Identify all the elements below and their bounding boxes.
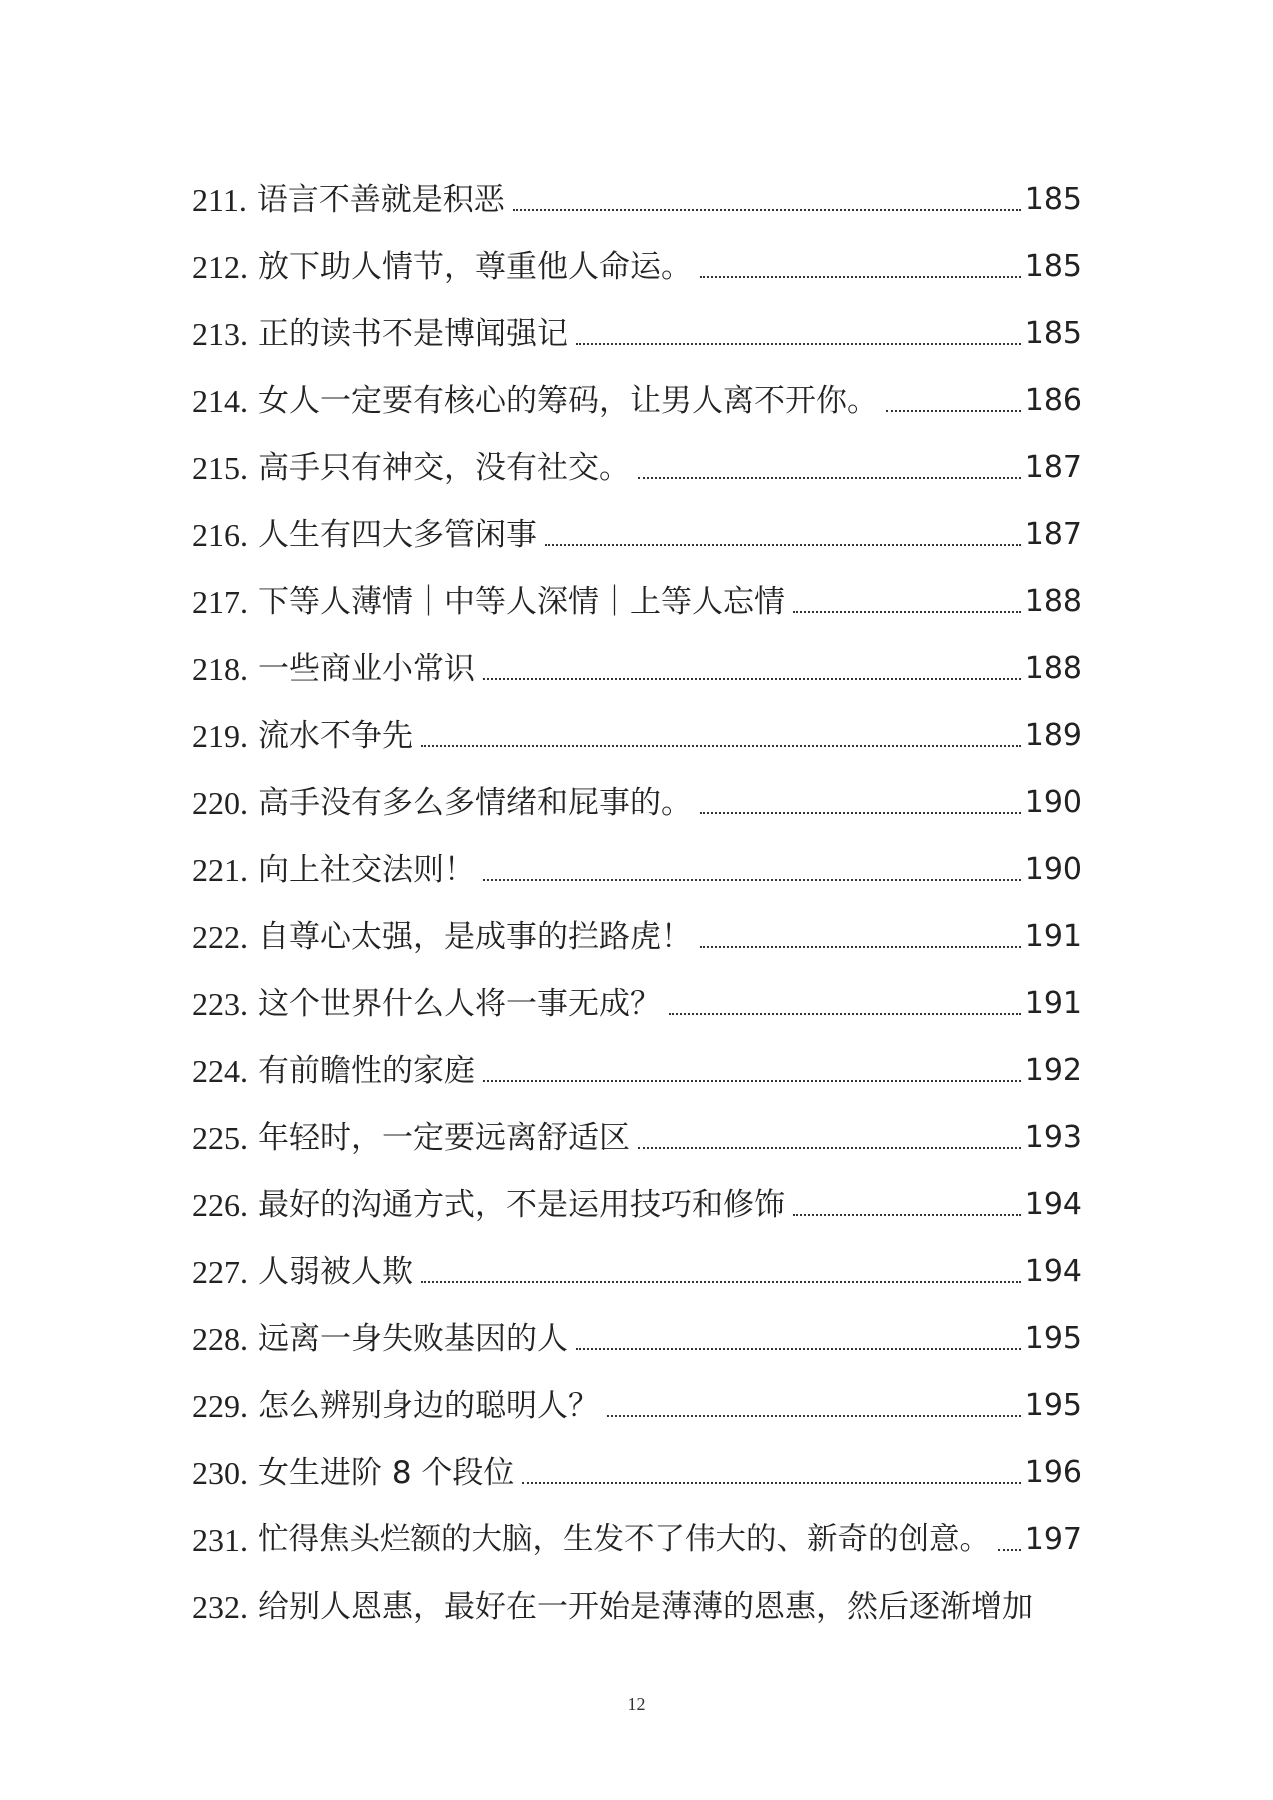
toc-entry-number: 231. bbox=[192, 1522, 248, 1558]
toc-entry-number: 211. bbox=[192, 182, 247, 218]
toc-entry-page: 189 bbox=[1024, 718, 1082, 753]
toc-entry-number: 224. bbox=[192, 1053, 248, 1089]
toc-entry-page: 191 bbox=[1024, 919, 1082, 954]
toc-entry-page: 185 bbox=[1024, 249, 1082, 284]
toc-entry[interactable] bbox=[192, 1299, 1082, 1366]
toc-entry-title: 向上社交法则！ bbox=[258, 852, 475, 888]
toc-entry-title: 高手只有神交，没有社交。 bbox=[258, 450, 630, 486]
toc-entry-title: 给别人恩惠，最好在一开始是薄薄的恩惠，然后逐渐增加 bbox=[258, 1589, 1033, 1625]
toc-entry-title: 语言不善就是积恶 bbox=[256, 182, 505, 218]
toc-entry-page: 187 bbox=[1024, 450, 1082, 485]
toc-entry-page: 197 bbox=[1024, 1522, 1082, 1557]
toc-dot-leader bbox=[998, 1549, 1021, 1551]
toc-entry-title: 女人一定要有核心的筹码，让男人离不开你。 bbox=[258, 383, 878, 419]
toc-entry-page: 191 bbox=[1024, 986, 1082, 1021]
toc-entry[interactable] bbox=[192, 763, 1082, 830]
table-of-contents bbox=[192, 160, 1082, 1634]
toc-entry-title: 自尊心太强，是成事的拦路虎！ bbox=[258, 919, 692, 955]
toc-entry[interactable] bbox=[192, 160, 1082, 227]
toc-entry-title: 年轻时，一定要远离舒适区 bbox=[258, 1120, 630, 1156]
toc-entry-number: 228. bbox=[192, 1321, 248, 1357]
toc-dot-leader bbox=[669, 1013, 1021, 1015]
toc-entry-number: 216. bbox=[192, 517, 248, 553]
toc-entry-title: 有前瞻性的家庭 bbox=[258, 1053, 475, 1089]
toc-entry[interactable] bbox=[192, 1098, 1082, 1165]
toc-entry[interactable] bbox=[192, 897, 1082, 964]
toc-entry-page: 185 bbox=[1024, 316, 1082, 351]
toc-entry-page: 194 bbox=[1024, 1187, 1082, 1222]
toc-entry-number: 230. bbox=[192, 1455, 248, 1491]
toc-entry-number: 232. bbox=[192, 1589, 248, 1625]
toc-entry-number: 217. bbox=[192, 584, 248, 620]
toc-entry-page: 192 bbox=[1024, 1053, 1082, 1088]
toc-entry-title: 最好的沟通方式，不是运用技巧和修饰 bbox=[258, 1187, 785, 1223]
toc-entry-page: 190 bbox=[1024, 852, 1082, 887]
toc-entry[interactable] bbox=[192, 1433, 1082, 1500]
toc-dot-leader bbox=[483, 1080, 1021, 1082]
toc-entry-number: 225. bbox=[192, 1120, 248, 1156]
toc-entry[interactable] bbox=[192, 361, 1082, 428]
toc-entry-title: 下等人薄情｜中等人深情｜上等人忘情 bbox=[258, 584, 785, 620]
toc-dot-leader bbox=[700, 276, 1021, 278]
toc-entry-number: 215. bbox=[192, 450, 248, 486]
toc-dot-leader bbox=[576, 343, 1021, 345]
toc-entry-title: 高手没有多么多情绪和屁事的。 bbox=[258, 785, 692, 821]
toc-entry-page: 187 bbox=[1024, 517, 1082, 552]
toc-entry[interactable] bbox=[192, 696, 1082, 763]
toc-entry-number: 221. bbox=[192, 852, 248, 888]
toc-entry-number: 218. bbox=[192, 651, 248, 687]
toc-entry-number: 214. bbox=[192, 383, 248, 419]
toc-entry[interactable] bbox=[192, 495, 1082, 562]
toc-entry[interactable] bbox=[192, 562, 1082, 629]
toc-entry-title: 流水不争先 bbox=[258, 718, 413, 754]
toc-entry-page: 194 bbox=[1024, 1254, 1082, 1289]
toc-entry-number: 227. bbox=[192, 1254, 248, 1290]
toc-entry-page: 196 bbox=[1024, 1455, 1082, 1490]
toc-entry-number: 229. bbox=[192, 1388, 248, 1424]
toc-entry[interactable] bbox=[192, 629, 1082, 696]
toc-entry-title: 正的读书不是博闻强记 bbox=[258, 316, 568, 352]
toc-entry-number: 223. bbox=[192, 986, 248, 1022]
toc-entry[interactable] bbox=[192, 1165, 1082, 1232]
toc-entry[interactable] bbox=[192, 1232, 1082, 1299]
toc-dot-leader bbox=[793, 1214, 1021, 1216]
toc-entry[interactable] bbox=[192, 428, 1082, 495]
toc-entry[interactable] bbox=[192, 830, 1082, 897]
toc-dot-leader bbox=[483, 879, 1021, 881]
toc-dot-leader bbox=[638, 1147, 1021, 1149]
toc-dot-leader bbox=[513, 209, 1021, 211]
toc-dot-leader bbox=[638, 477, 1021, 479]
toc-dot-leader bbox=[700, 946, 1021, 948]
toc-entry-number: 212. bbox=[192, 249, 248, 285]
toc-entry-page: 186 bbox=[1024, 383, 1082, 418]
toc-entry[interactable] bbox=[192, 1567, 1082, 1634]
toc-entry-number: 219. bbox=[192, 718, 248, 754]
toc-entry-page: 193 bbox=[1024, 1120, 1082, 1155]
toc-entry[interactable] bbox=[192, 1500, 1082, 1567]
toc-entry-number: 213. bbox=[192, 316, 248, 352]
toc-entry[interactable] bbox=[192, 1031, 1082, 1098]
toc-entry[interactable] bbox=[192, 964, 1082, 1031]
toc-entry-title: 女生进阶 8 个段位 bbox=[258, 1455, 515, 1491]
toc-entry-title: 这个世界什么人将一事无成？ bbox=[258, 986, 661, 1022]
toc-entry-page: 195 bbox=[1024, 1321, 1082, 1356]
toc-entry-title: 人弱被人欺 bbox=[258, 1254, 413, 1290]
toc-entry-title: 放下助人情节，尊重他人命运。 bbox=[258, 249, 692, 285]
toc-entry-title: 远离一身失败基因的人 bbox=[258, 1321, 568, 1357]
toc-dot-leader bbox=[700, 812, 1021, 814]
toc-entry-title: 怎么辨别身边的聪明人？ bbox=[258, 1388, 599, 1424]
toc-entry-page: 188 bbox=[1024, 584, 1082, 619]
toc-entry-title: 忙得焦头烂额的大脑，生发不了伟大的、新奇的创意。 bbox=[258, 1522, 990, 1557]
toc-dot-leader bbox=[545, 544, 1021, 546]
toc-list bbox=[192, 160, 1082, 1634]
toc-entry[interactable] bbox=[192, 227, 1082, 294]
toc-entry-number: 226. bbox=[192, 1187, 248, 1223]
toc-dot-leader bbox=[793, 611, 1021, 613]
toc-dot-leader bbox=[522, 1482, 1020, 1484]
toc-entry-page: 185 bbox=[1024, 182, 1082, 217]
toc-dot-leader bbox=[421, 745, 1021, 747]
toc-dot-leader bbox=[886, 410, 1021, 412]
toc-dot-leader bbox=[483, 678, 1021, 680]
toc-entry-title: 一些商业小常识 bbox=[258, 651, 475, 687]
toc-entry-number: 222. bbox=[192, 919, 248, 955]
toc-dot-leader bbox=[607, 1415, 1021, 1417]
toc-dot-leader bbox=[421, 1281, 1021, 1283]
toc-entry[interactable] bbox=[192, 294, 1082, 361]
toc-entry-title: 人生有四大多管闲事 bbox=[258, 517, 537, 553]
toc-entry-page: 190 bbox=[1024, 785, 1082, 820]
toc-entry-number: 220. bbox=[192, 785, 248, 821]
toc-dot-leader bbox=[576, 1348, 1021, 1350]
page-number: 12 bbox=[627, 1694, 646, 1714]
toc-entry-page: 188 bbox=[1024, 651, 1082, 686]
toc-entry-page: 195 bbox=[1024, 1388, 1082, 1423]
toc-entry[interactable] bbox=[192, 1366, 1082, 1433]
